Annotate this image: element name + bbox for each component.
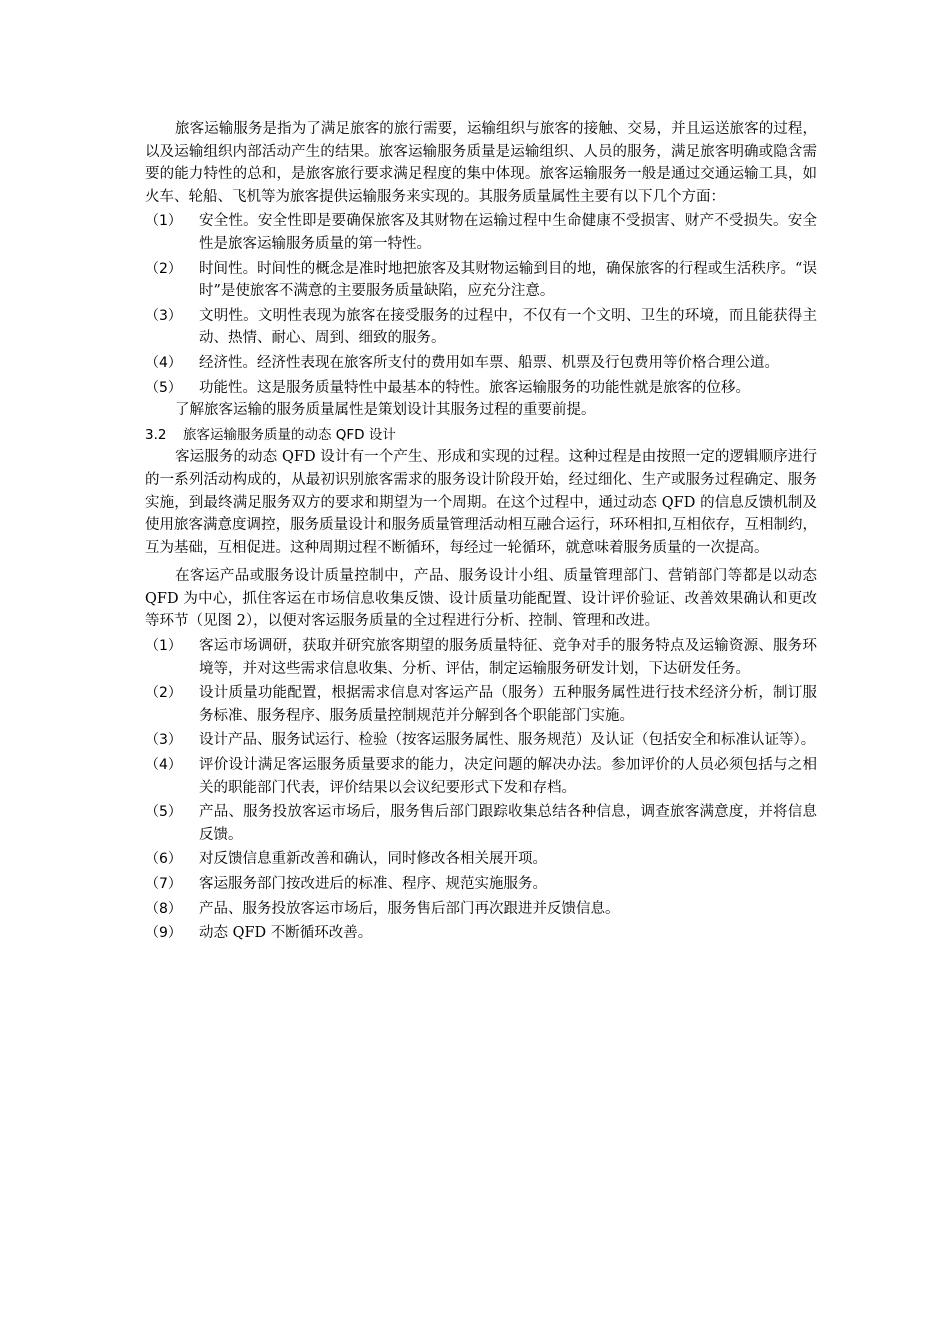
list-item-text: 设计质量功能配置，根据需求信息对客运产品（服务）五种服务属性进行技术经济分析，制订服务标准、服务程序、服务质量控制规范并分解到各个职能部门实施。 <box>199 685 817 724</box>
list-item-text: 客运市场调研，获取并研究旅客期望的服务质量特征、竞争对手的服务特点及运输资源、服务环境等，并对这些需求信息收集、分析、评估，制定运输服务研发计划，下达研发任务。 <box>199 638 817 677</box>
list-item-text: 时间性。时间性的概念是准时地把旅客及其财物运输到目的地，确保旅客的行程或生活秩序。“误时”是使旅客不满意的主要服务质量缺陷，应充分注意。 <box>199 260 817 300</box>
qfd-steps-list <box>145 635 817 945</box>
list-item <box>145 305 817 350</box>
body-paragraph-2: 在客运产品或服务设计质量控制中，产品、服务设计小组、质量管理部门、营销部门等都是以动态 QFD 为中心，抓住客运在市场信息收集反馈、设计质量功能配置、设计评价验证、改善效果确认和更改等环节（见图 2），以便对客运服务质量的全过程进行分析、控制、管理和改进。 <box>145 568 817 630</box>
body-paragraph-1: 客运服务的动态 QFD 设计有一个产生、形成和实现的过程。这种过程是由按照一定的逻辑顺序进行的一系列活动构成的，从最初识别旅客需求的服务设计阶段开始，经过细化、生产或服务过程确定、服务实施，到最终满足服务双方的要求和期望为一个周期。在这个过程中，通过动态 QFD 的信息反馈机制及使用旅客满意度调控，服务质量设计和服务质量管理活动相互融合运行，环环相扣,互相依存，互相制约，互为基础，互相促进。这种周期过程不断循环，每经过一轮循环，就意味着服务质量的一次提高。 <box>145 449 817 556</box>
list-item-text: 设计产品、服务试运行、检验（按客运服务属性、服务规范）及认证（包括安全和标准认证等）。 <box>199 732 816 749</box>
document-page <box>145 118 817 945</box>
section-title: 旅客运输服务质量的动态 QFD 设计 <box>183 426 396 443</box>
list-item <box>145 848 817 871</box>
list-item <box>145 682 817 727</box>
list-item-text: 产品、服务投放客运市场后，服务售后部门再次跟进并反馈信息。 <box>199 900 620 917</box>
list-item-number: （7） <box>145 876 182 892</box>
list-item-text: 文明性。文明性表现为旅客在接受服务的过程中，不仅有一个文明、卫生的环境，而且能获得主动、热情、耐心、周到、细致的服务。 <box>199 307 817 347</box>
list-item-number: （2） <box>145 685 182 702</box>
list-item <box>145 258 817 303</box>
list-item-number: （2） <box>145 260 182 277</box>
list-item-number: （4） <box>145 757 182 774</box>
list-item <box>145 729 817 752</box>
list-item-text: 客运服务部门按改进后的标准、程序、规范实施服务。 <box>199 876 547 892</box>
list-item-number: （9） <box>145 925 182 942</box>
list-item-text: 动态 QFD 不断循环改善。 <box>199 925 373 942</box>
list-item-number: （3） <box>145 307 182 324</box>
quality-attributes-list <box>145 210 817 399</box>
list-item-number: （6） <box>145 851 182 868</box>
list-item <box>145 922 817 945</box>
list-item <box>145 873 817 896</box>
list-item-text: 安全性。安全性即是要确保旅客及其财物在运输过程中生命健康不受损害、财产不受损失。安全性是旅客运输服务质量的第一特性。 <box>199 213 817 252</box>
list-item-number: （4） <box>145 354 182 371</box>
list-item-text: 对反馈信息重新改善和确认，同时修改各相关展开项。 <box>199 851 547 868</box>
list-item-number: （5） <box>145 379 182 396</box>
list-item-number: （5） <box>145 804 182 821</box>
list-item <box>145 754 817 799</box>
list-item <box>145 635 817 680</box>
list-item-text: 评价设计满足客运服务质量要求的能力，决定问题的解决办法。参加评价的人员必须包括与之相关的职能部门代表，评价结果以会议纪要形式下发和存档。 <box>199 757 817 796</box>
intro-paragraph: 旅客运输服务是指为了满足旅客的旅行需要，运输组织与旅客的接触、交易，并且运送旅客的过程，以及运输组织内部活动产生的结果。旅客运输服务质量是运输组织、人员的服务，满足旅客明确或隐含需要的能力特性的总和，是旅客旅行要求满足程度的集中体现。旅客运输服务一般是通过交通运输工具，如火车、轮船、飞机等为旅客提供运输服务来实现的。其服务质量属性主要有以下几个方面： <box>145 121 817 205</box>
list-item-text: 经济性。经济性表现在旅客所支付的费用如车票、船票、机票及行包费用等价格合理公道。 <box>199 354 779 371</box>
list-item-number: （1） <box>145 638 182 655</box>
list-item <box>145 898 817 921</box>
list-item <box>145 377 817 400</box>
list-item-number: （1） <box>145 213 182 230</box>
list-item <box>145 801 817 846</box>
list-item-text: 功能性。这是服务质量特性中最基本的特性。旅客运输服务的功能性就是旅客的位移。 <box>199 379 750 396</box>
list-item-text: 产品、服务投放客运市场后，服务售后部门跟踪收集总结各种信息，调查旅客满意度，并将信息反馈。 <box>199 804 817 843</box>
list-item <box>145 352 817 375</box>
list-item-number: （8） <box>145 900 182 917</box>
list-item-number: （3） <box>145 732 182 749</box>
section-number: 3.2 <box>145 426 167 443</box>
list-item <box>145 210 817 255</box>
section-heading <box>145 424 817 447</box>
closing-paragraph: 了解旅客运输的服务质量属性是策划设计其服务过程的重要前提。 <box>175 402 596 419</box>
